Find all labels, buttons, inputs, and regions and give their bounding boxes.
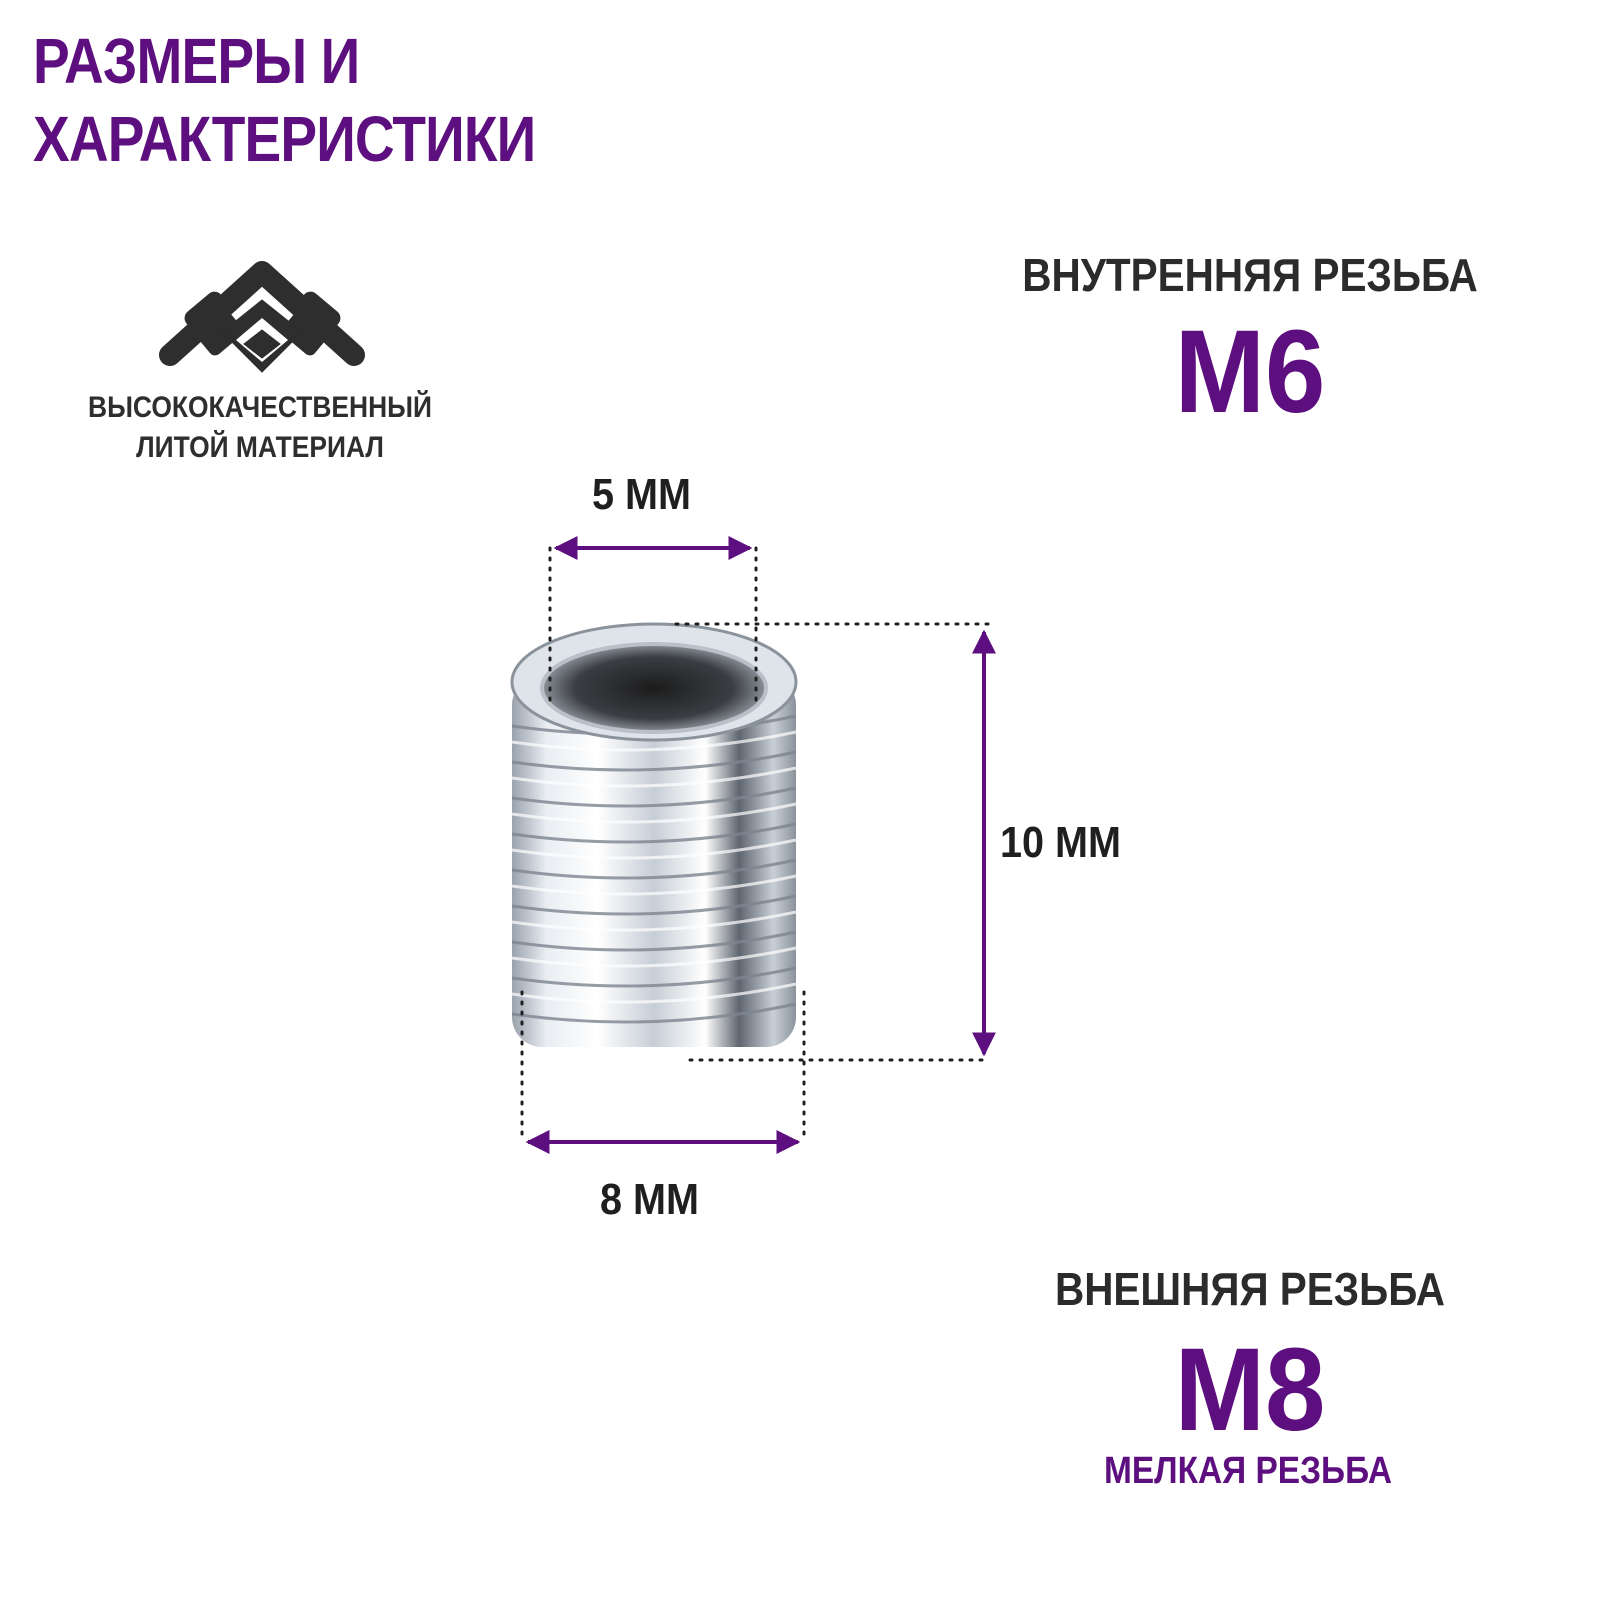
internal-thread-block bbox=[970, 248, 1530, 302]
material-caption-line-2: ЛИТОЙ МАТЕРИАЛ bbox=[136, 431, 384, 464]
title-line-2: ХАРАКТЕРИСТИКИ bbox=[33, 103, 536, 175]
external-thread-block bbox=[970, 1262, 1530, 1316]
external-thread-label: ВНЕШНЯЯ РЕЗЬБА bbox=[1054, 1263, 1446, 1315]
threaded-sleeve bbox=[512, 624, 796, 1047]
material-caption-line-1: ВЫСОКОКАЧЕСТВЕННЫЙ bbox=[88, 391, 432, 424]
inner-diameter-label: 5 ММ bbox=[592, 470, 691, 519]
material-caption bbox=[66, 388, 453, 468]
external-thread-note: МЕЛКАЯ РЕЗЬБА bbox=[1103, 1450, 1393, 1492]
dimension-guides bbox=[522, 548, 990, 1142]
external-thread-value-wrap bbox=[970, 1324, 1530, 1456]
title-line-1: РАЗМЕРЫ И bbox=[33, 25, 360, 97]
external-thread-value: М8 bbox=[1174, 1324, 1326, 1456]
external-thread-note-wrap bbox=[968, 1450, 1528, 1493]
dimension-arrows bbox=[528, 548, 984, 1142]
internal-thread-label: ВНУТРЕННЯЯ РЕЗЬБА bbox=[1022, 249, 1478, 301]
page-title bbox=[33, 22, 535, 178]
internal-thread-value: М6 bbox=[1174, 306, 1326, 438]
height-label: 10 ММ bbox=[1000, 818, 1122, 867]
internal-thread-value-wrap bbox=[970, 306, 1530, 438]
outer-diameter-label: 8 ММ bbox=[600, 1175, 699, 1224]
